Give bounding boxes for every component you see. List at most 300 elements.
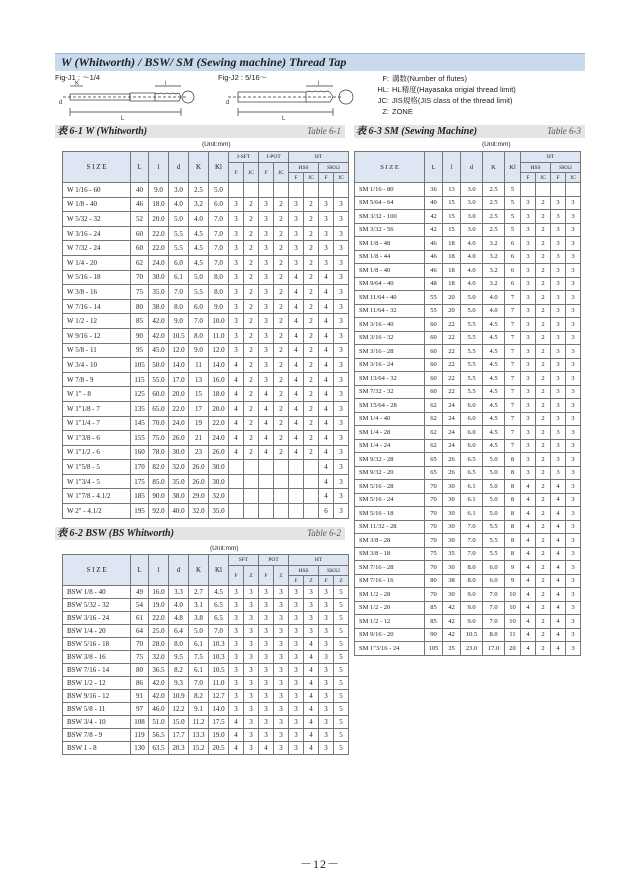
table-cell: 7.0 — [209, 241, 229, 256]
table-cell: 2 — [536, 345, 551, 359]
table-cell: 55.0 — [149, 372, 169, 387]
table-cell: 3 — [566, 426, 581, 440]
table-cell: 10.3 — [209, 651, 229, 664]
table-cell — [274, 183, 289, 198]
table-row — [355, 183, 581, 197]
table-cell: 11 — [189, 358, 209, 373]
table-cell: 2 — [536, 223, 551, 237]
table-cell: 9.0 — [461, 601, 483, 615]
table-cell: 6.5 — [209, 612, 229, 625]
table-cell: 15 — [443, 223, 461, 237]
col-z: Z — [304, 576, 319, 586]
table-cell: 2 — [536, 574, 551, 588]
table-cell: 5 — [505, 210, 521, 224]
table-cell: 3 — [521, 196, 536, 210]
table-cell: 3 — [259, 586, 274, 599]
size-cell: SM 1/4 - 24 — [355, 439, 425, 453]
size-cell: BSW 7/16 - 14 — [63, 664, 131, 677]
table-cell: 5 — [334, 638, 349, 651]
table-cell: 60 — [425, 345, 443, 359]
col-skh2: SKS2 — [319, 566, 349, 576]
table-cell: 2 — [304, 226, 319, 241]
col-hss: HSS — [289, 163, 319, 173]
table-cell: 2 — [536, 426, 551, 440]
table-cell: 3 — [259, 729, 274, 742]
table-cell — [274, 474, 289, 489]
size-cell: SM 11/64 - 32 — [355, 304, 425, 318]
table-cell: 2.5 — [483, 210, 505, 224]
table-cell: 3 — [334, 212, 349, 227]
table-row — [355, 358, 581, 372]
table-cell: 5.5 — [483, 534, 505, 548]
table-cell: 20 — [505, 642, 521, 656]
table-cell: 3.0 — [461, 210, 483, 224]
table-cell: 21 — [189, 431, 209, 446]
table-cell: 5 — [334, 690, 349, 703]
table-cell: 10 — [505, 601, 521, 615]
table-cell: 40 — [425, 196, 443, 210]
table-cell: 4 — [229, 742, 244, 755]
table-cell: 8 — [505, 534, 521, 548]
table-cell — [274, 460, 289, 475]
table-cell: 19 — [189, 416, 209, 431]
table-cell: 3 — [521, 399, 536, 413]
table-cell: 3 — [566, 318, 581, 332]
table-cell: 3 — [319, 625, 334, 638]
table-cell: 9.0 — [189, 343, 209, 358]
table-cell: 5 — [334, 599, 349, 612]
table-cell: 4 — [304, 742, 319, 755]
table-cell: 78.0 — [149, 445, 169, 460]
table-cell: 3 — [289, 226, 304, 241]
table-cell: 3 — [289, 255, 304, 270]
table-cell: 3 — [289, 664, 304, 677]
table-cell: 6.1 — [461, 480, 483, 494]
table-cell: 6.0 — [189, 299, 209, 314]
table-cell: 2 — [244, 299, 259, 314]
table-cell: 4 — [521, 628, 536, 642]
table-cell: 3 — [229, 299, 244, 314]
table-cell: 3 — [521, 453, 536, 467]
table-cell — [244, 460, 259, 475]
table-cell: 70 — [425, 493, 443, 507]
table-cell: 62 — [425, 426, 443, 440]
table-cell: 3 — [566, 453, 581, 467]
table-cell: 6.1 — [461, 493, 483, 507]
table-cell: 22 — [443, 358, 461, 372]
table-cell: 2 — [304, 285, 319, 300]
table-cell: 9.5 — [169, 651, 189, 664]
table-row — [63, 460, 349, 475]
size-cell: SM 9/16 - 20 — [355, 628, 425, 642]
table-cell: 8.0 — [169, 638, 189, 651]
table-cell: 3 — [229, 599, 244, 612]
table-cell: 4.0 — [189, 212, 209, 227]
table-cell: 60 — [131, 241, 149, 256]
col-K: K — [483, 152, 505, 183]
table-cell: 17 — [189, 401, 209, 416]
table-cell: 2 — [274, 241, 289, 256]
table-cell: 17.7 — [169, 729, 189, 742]
table-cell: 3 — [229, 586, 244, 599]
table-cell — [229, 460, 244, 475]
table-cell: 4 — [289, 372, 304, 387]
table-cell: 3 — [244, 599, 259, 612]
table-cell: 3 — [304, 625, 319, 638]
table-cell: 60.0 — [149, 387, 169, 402]
table-cell: 3 — [551, 372, 566, 386]
table-cell: 5.0 — [483, 466, 505, 480]
table-cell — [244, 474, 259, 489]
table-cell: 2 — [244, 401, 259, 416]
table-cell: 6 — [505, 237, 521, 251]
table-row — [355, 574, 581, 588]
table-cell: 7 — [505, 331, 521, 345]
table-cell: 4 — [521, 588, 536, 602]
size-cell: BSW 1/8 - 40 — [63, 586, 131, 599]
table-row — [355, 493, 581, 507]
table-cell: 3 — [274, 742, 289, 755]
table-cell: 3 — [289, 212, 304, 227]
table-cell: 6.0 — [169, 255, 189, 270]
table-cell: 91 — [131, 690, 149, 703]
table-cell: 4 — [259, 445, 274, 460]
size-cell: BSW 7/8 - 9 — [63, 729, 131, 742]
table-cell: 65 — [425, 453, 443, 467]
table-row — [63, 226, 349, 241]
table-cell: 60 — [131, 226, 149, 241]
table-cell: 75.0 — [149, 431, 169, 446]
table-cell: 6 — [319, 504, 334, 519]
size-cell: SM 5/16 - 18 — [355, 507, 425, 521]
table-cell: 3 — [259, 716, 274, 729]
table-cell — [566, 183, 581, 197]
dim-label-L: L — [282, 116, 286, 122]
table-cell: 4.5 — [483, 318, 505, 332]
table-cell: 18 — [443, 250, 461, 264]
table-cell: 3 — [244, 716, 259, 729]
table-row — [355, 345, 581, 359]
size-cell: SM 11/64 - 40 — [355, 291, 425, 305]
table-cell: 70 — [425, 480, 443, 494]
table-cell: 4 — [304, 690, 319, 703]
table-cell: 35.0 — [169, 474, 189, 489]
table-cell: 6.4 — [169, 625, 189, 638]
table-cell: 3 — [289, 241, 304, 256]
table-cell: 62 — [425, 439, 443, 453]
table-cell: 3 — [229, 638, 244, 651]
table-cell: 2 — [536, 412, 551, 426]
table-cell: 18 — [443, 237, 461, 251]
table-cell: 3 — [229, 612, 244, 625]
table-cell: 3 — [274, 586, 289, 599]
table-cell: 3 — [319, 212, 334, 227]
table-cell — [289, 183, 304, 198]
table-cell: 3 — [229, 255, 244, 270]
table-row — [63, 504, 349, 519]
col-Kl: Kl — [209, 555, 229, 586]
table-cell: 28.0 — [149, 638, 169, 651]
table2 — [62, 554, 349, 755]
table-row — [63, 729, 349, 742]
table-cell: 3.8 — [189, 612, 209, 625]
table-cell: 3 — [566, 439, 581, 453]
table-cell: 4 — [551, 601, 566, 615]
col-d: d — [169, 152, 189, 183]
table-cell: 4 — [521, 520, 536, 534]
col-jpot: J-POT — [259, 152, 289, 163]
table-cell: 4 — [319, 285, 334, 300]
table-row — [355, 547, 581, 561]
dim-label-l: l — [318, 81, 320, 87]
table-cell: 3 — [319, 612, 334, 625]
table-cell: 4 — [319, 416, 334, 431]
table-cell: 3 — [259, 299, 274, 314]
col-f: F — [319, 576, 334, 586]
table-cell: 40.0 — [169, 504, 189, 519]
table-cell: 4.5 — [189, 241, 209, 256]
table-cell: 2 — [304, 212, 319, 227]
table-cell: 8 — [505, 466, 521, 480]
table-cell: 7.0 — [483, 588, 505, 602]
table-cell: 3 — [304, 586, 319, 599]
table-cell: 3 — [244, 586, 259, 599]
table-cell: 2 — [536, 493, 551, 507]
table3-title: 表 6-3 SM (Sewing Machine) — [356, 126, 478, 137]
size-cell: SM 7/16 - 16 — [355, 574, 425, 588]
size-cell: SM 9/32 - 20 — [355, 466, 425, 480]
table-cell — [304, 504, 319, 519]
table-cell: 2 — [536, 196, 551, 210]
table-cell: 3 — [521, 412, 536, 426]
table-cell: 2 — [274, 226, 289, 241]
table-row — [63, 401, 349, 416]
table-cell: 7.0 — [483, 615, 505, 629]
size-cell: BSW 3/16 - 24 — [63, 612, 131, 625]
size-cell: SM 1/16 - 80 — [355, 183, 425, 197]
table-cell: 4 — [521, 615, 536, 629]
table-row — [63, 612, 349, 625]
table-cell: 4.5 — [483, 385, 505, 399]
table-cell: 3 — [229, 226, 244, 241]
table-cell: 4 — [521, 561, 536, 575]
table-cell: 30 — [443, 480, 461, 494]
table-cell — [259, 489, 274, 504]
col-l: l — [149, 555, 169, 586]
size-cell: SM 15/64 - 28 — [355, 399, 425, 413]
table-row — [63, 372, 349, 387]
table-row — [63, 255, 349, 270]
table-cell: 5.5 — [169, 226, 189, 241]
table-row — [63, 183, 349, 198]
table-cell: 4 — [304, 664, 319, 677]
table-cell: 3 — [551, 223, 566, 237]
table-cell: 3 — [244, 729, 259, 742]
table-cell: 185 — [131, 489, 149, 504]
table-cell: 119 — [131, 729, 149, 742]
dim-label-L: L — [121, 116, 125, 122]
table-cell: 90 — [131, 328, 149, 343]
table-cell: 20 — [443, 304, 461, 318]
table-cell: 3 — [229, 314, 244, 329]
table-cell: 46 — [425, 250, 443, 264]
table-cell: 4 — [551, 588, 566, 602]
table-cell: 26 — [443, 453, 461, 467]
table-cell: 2.5 — [483, 196, 505, 210]
table-cell: 3 — [334, 416, 349, 431]
table-cell: 11.0 — [209, 677, 229, 690]
table-cell: 36.5 — [149, 664, 169, 677]
table-cell: 7.0 — [209, 226, 229, 241]
table-cell: 3 — [566, 277, 581, 291]
table-cell: 155 — [131, 431, 149, 446]
table-cell: 3 — [551, 426, 566, 440]
table-cell: 2 — [274, 401, 289, 416]
table-cell: 4.5 — [483, 426, 505, 440]
table-cell: 3 — [521, 210, 536, 224]
table-cell — [229, 504, 244, 519]
table-cell: 2 — [536, 480, 551, 494]
table-cell: 52 — [131, 212, 149, 227]
table-cell: 90.0 — [149, 489, 169, 504]
size-cell: SM 9/32 - 28 — [355, 453, 425, 467]
table-row — [63, 716, 349, 729]
table-cell: 2.7 — [189, 586, 209, 599]
table-cell: 2.5 — [483, 223, 505, 237]
table-cell: 3 — [259, 314, 274, 329]
table-cell: 3 — [289, 742, 304, 755]
table-cell: 7 — [505, 291, 521, 305]
table-cell: 3 — [244, 742, 259, 755]
table-cell: 4 — [304, 703, 319, 716]
table-cell: 4 — [521, 480, 536, 494]
table-cell: 24 — [443, 412, 461, 426]
table-cell: 3 — [289, 197, 304, 212]
table-cell: 18.0 — [149, 197, 169, 212]
table-cell: 5.0 — [189, 270, 209, 285]
table-cell: 170 — [131, 460, 149, 475]
table-row — [355, 426, 581, 440]
table-cell: 82.0 — [149, 460, 169, 475]
table-cell: 3 — [551, 331, 566, 345]
table-cell: 7 — [505, 412, 521, 426]
table-cell: 125 — [131, 387, 149, 402]
table-cell: 6.5 — [461, 466, 483, 480]
table-cell: 2 — [536, 547, 551, 561]
table-row — [63, 651, 349, 664]
table-cell: 2 — [536, 615, 551, 629]
table-cell: 4 — [551, 547, 566, 561]
size-cell: SM 3/32 - 100 — [355, 210, 425, 224]
table-cell — [229, 183, 244, 198]
dim-label-K: K — [75, 81, 80, 87]
table-cell: 26.0 — [169, 431, 189, 446]
table-cell: 3 — [274, 703, 289, 716]
col-size: S I Z E — [63, 152, 131, 183]
size-cell: W 9/16 - 12 — [63, 328, 131, 343]
col-hss: HSS — [521, 163, 551, 173]
table-cell: 10.9 — [169, 690, 189, 703]
table-cell: 42.0 — [149, 328, 169, 343]
col-l: l — [443, 152, 461, 183]
table-cell — [274, 504, 289, 519]
table-cell: 3 — [566, 358, 581, 372]
table-cell: 12.0 — [169, 343, 189, 358]
table-cell: 3 — [551, 412, 566, 426]
size-cell: SM 3/16 - 28 — [355, 345, 425, 359]
size-cell: SM 3/16 - 24 — [355, 358, 425, 372]
table-cell: 4 — [229, 387, 244, 402]
size-cell: BSW 5/8 - 11 — [63, 703, 131, 716]
table-cell: 3 — [566, 628, 581, 642]
table-cell: 62 — [131, 255, 149, 270]
table-cell: 18.0 — [209, 387, 229, 402]
table-row — [63, 625, 349, 638]
table-cell: 5.0 — [209, 183, 229, 198]
size-cell: BSW 5/16 - 18 — [63, 638, 131, 651]
table-cell: 2 — [244, 431, 259, 446]
table-cell: 7 — [505, 399, 521, 413]
table-cell: 3 — [521, 385, 536, 399]
table-cell: 2 — [274, 431, 289, 446]
table2-unit: (Unit:mm) — [210, 545, 239, 552]
table-cell: 8 — [505, 493, 521, 507]
size-cell: SM 1/2 - 20 — [355, 601, 425, 615]
table-cell: 5 — [505, 223, 521, 237]
table-cell: 7.0 — [189, 314, 209, 329]
size-cell: BSW 3/8 - 16 — [63, 651, 131, 664]
table-cell: 2 — [244, 226, 259, 241]
table-cell: 2 — [304, 401, 319, 416]
table-cell: 3 — [566, 642, 581, 656]
size-cell: SM 1/8 - 40 — [355, 264, 425, 278]
table-cell: 3 — [229, 212, 244, 227]
table-cell: 16.0 — [209, 372, 229, 387]
table-cell: 24.0 — [149, 255, 169, 270]
table-cell: 80 — [131, 299, 149, 314]
table-cell: 3 — [304, 612, 319, 625]
table-cell: 70 — [425, 588, 443, 602]
size-cell: W 1"1/4 - 7 — [63, 416, 131, 431]
table-cell — [536, 183, 551, 197]
table-cell: 3 — [259, 599, 274, 612]
legend — [371, 73, 516, 117]
table-cell: 4 — [319, 460, 334, 475]
col-f: F — [289, 576, 304, 586]
table-cell: 60 — [425, 318, 443, 332]
table-row — [355, 534, 581, 548]
table-cell: 7.0 — [189, 677, 209, 690]
table-cell: 4 — [259, 387, 274, 402]
col-z: Z — [274, 566, 289, 586]
table-cell: 4 — [229, 401, 244, 416]
table-cell: 5 — [334, 625, 349, 638]
table-cell: 3 — [566, 372, 581, 386]
table-cell: 4.0 — [169, 197, 189, 212]
table-cell: 3 — [551, 304, 566, 318]
table-cell: 3 — [229, 677, 244, 690]
table-cell: 7 — [505, 439, 521, 453]
table-row — [355, 601, 581, 615]
table-cell: 42 — [425, 210, 443, 224]
table-cell: 9.0 — [209, 299, 229, 314]
table-cell: 13 — [443, 183, 461, 197]
table-cell: 2 — [304, 416, 319, 431]
table-cell: 3 — [521, 291, 536, 305]
table-cell: 4.0 — [169, 599, 189, 612]
table-cell: 5.0 — [483, 453, 505, 467]
table-cell: 32.0 — [189, 504, 209, 519]
